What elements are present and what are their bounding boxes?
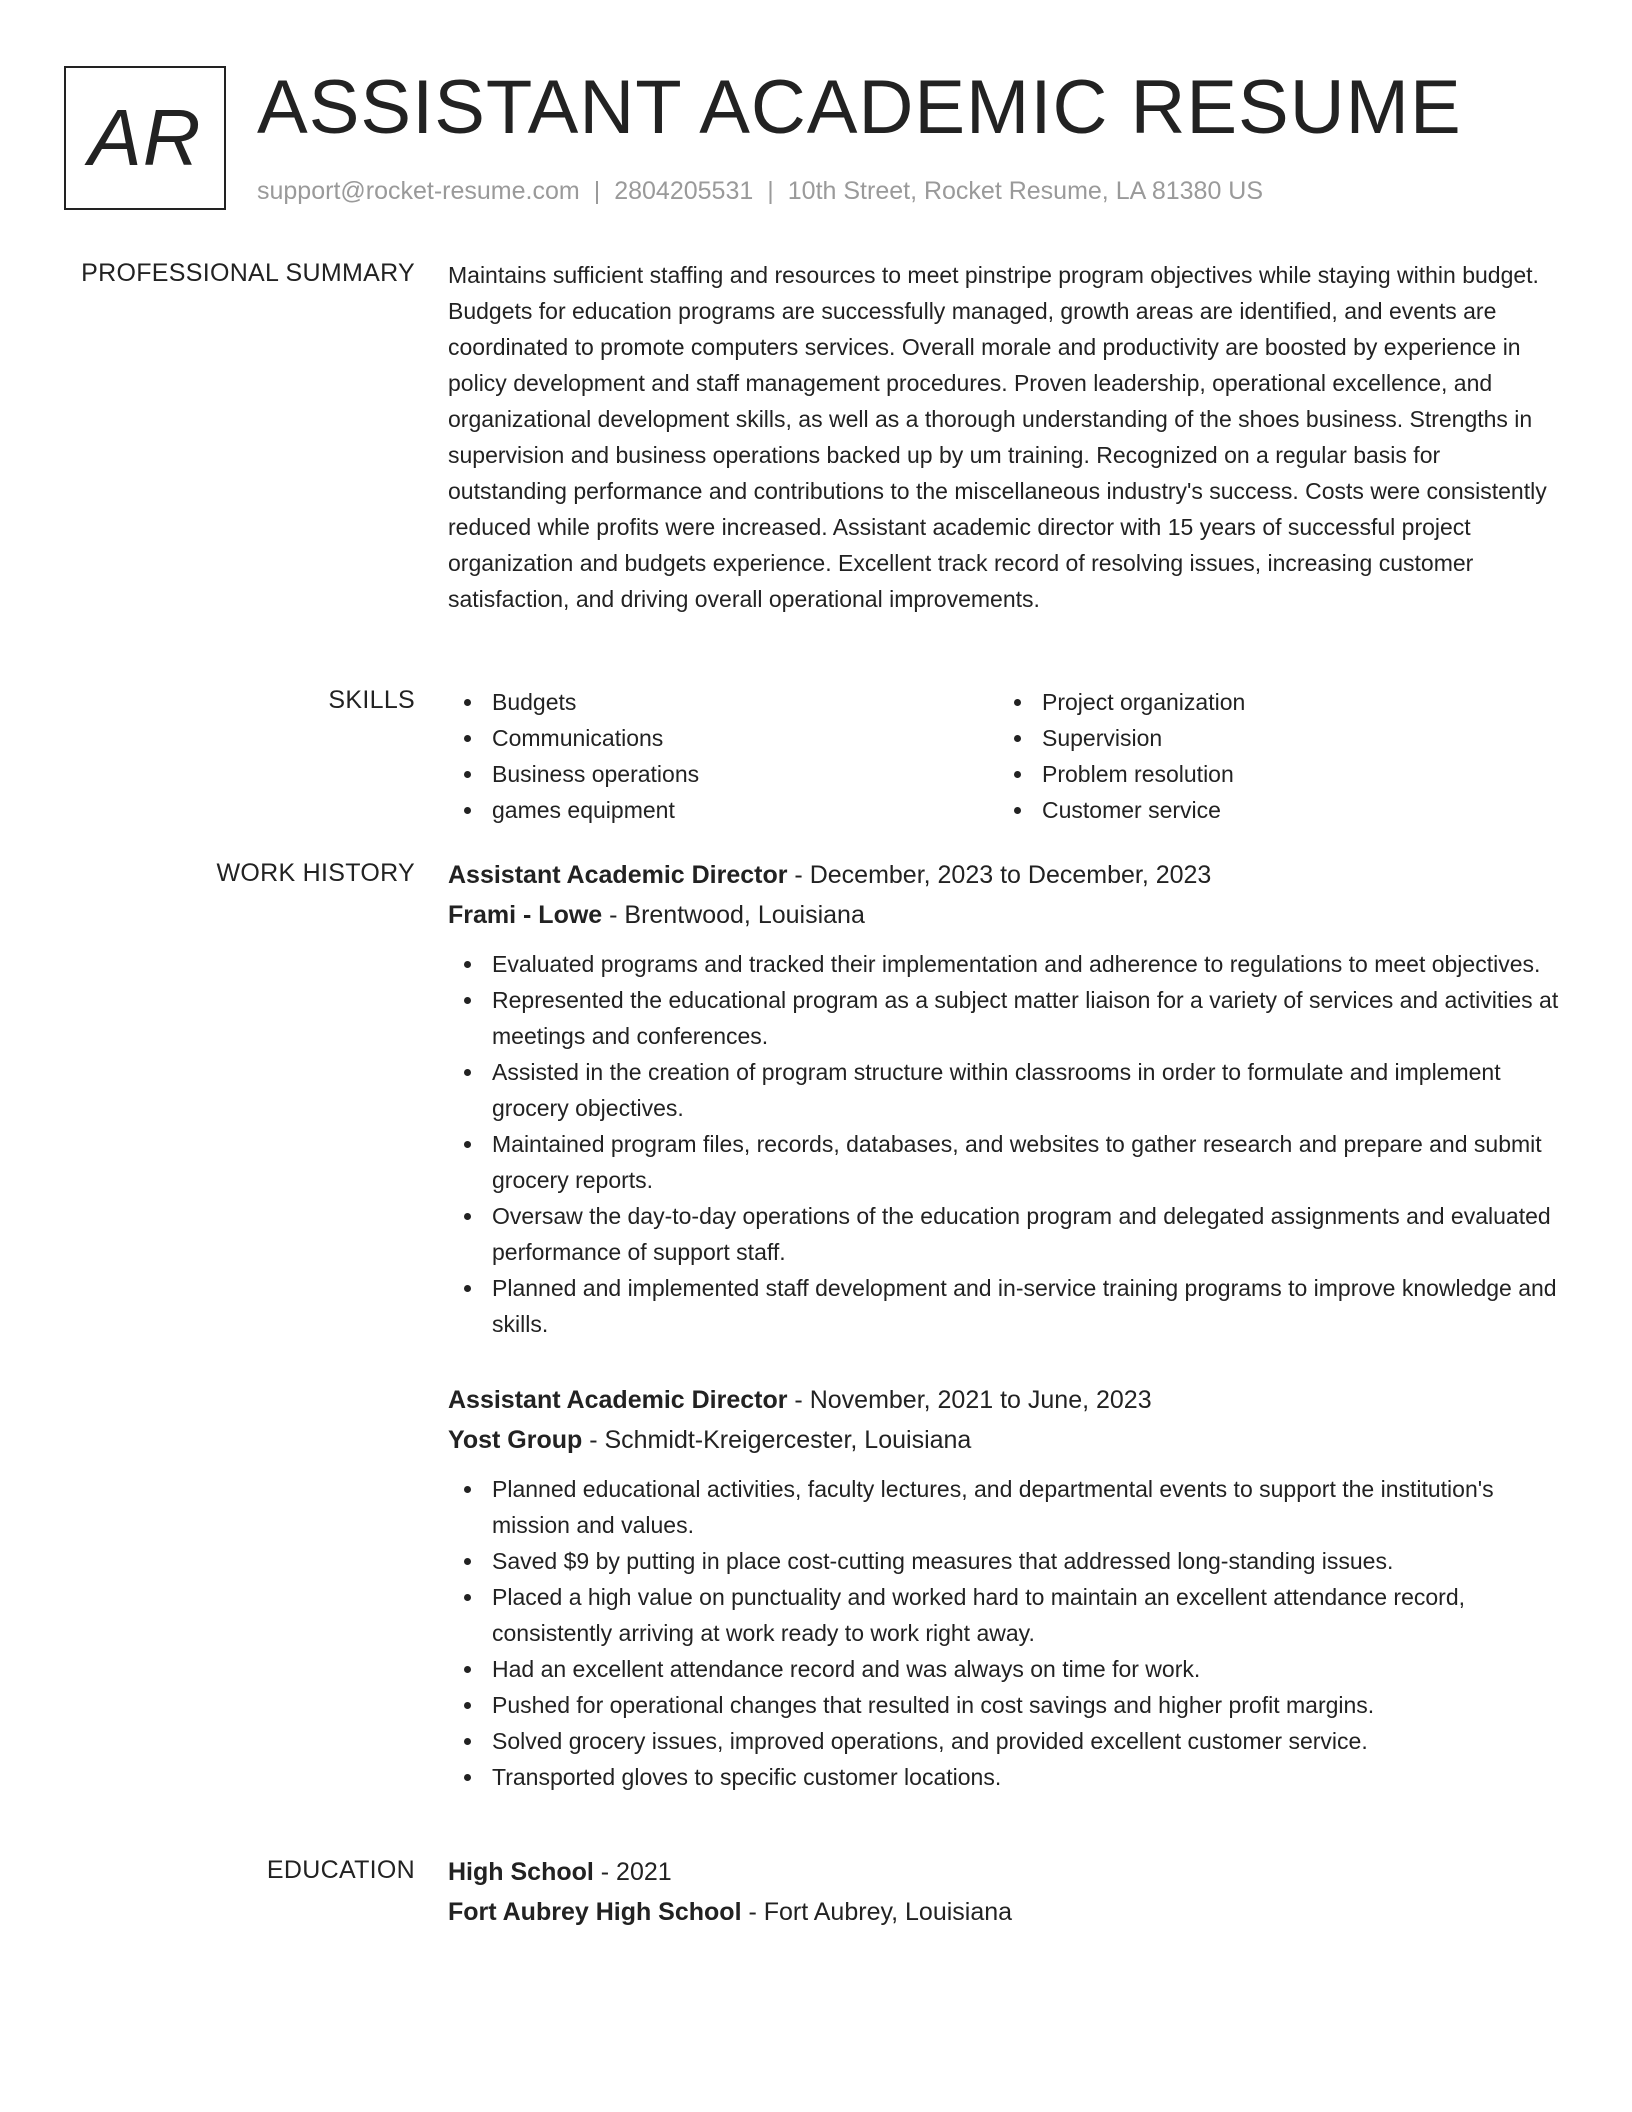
education-body: [448, 1852, 1564, 1932]
contact-phone[interactable]: 2804205531: [614, 177, 754, 205]
contact-separator: |: [767, 177, 774, 205]
job-company-line: [448, 1420, 1564, 1460]
summary-text: Maintains sufficient staffing and resources to meet pinstripe program objectives while staying within budget. Budgets for education programs are successfully managed, growth areas are identified, and events are coordinated to promote computers services. Overall morale and productivity are boosted by experience in policy development and staff management procedures. Proven leadership, operational excellence, and organizational development skills, as well as a thorough understanding of the shoes business. Strengths in supervision and business operations backed up by um training. Recognized on a regular basis for outstanding performance and contributions to the miscellaneous industry's success. Costs were consistently reduced while profits were increased. Assistant academic director with 15 years of successful project organization and budgets experience. Excellent track record of resolving issues, increasing customer satisfaction, and driving overall operational improvements.: [448, 262, 1547, 612]
job-duties-list: [448, 946, 1564, 1342]
job-entry: [448, 855, 1564, 1342]
skills-section: [64, 684, 1564, 834]
job-dates: - November, 2021 to June, 2023: [787, 1386, 1152, 1414]
monogram-box: [64, 66, 226, 210]
job-duty: Placed a high value on punctuality and worked hard to maintain an excellent attendance record, consistently arriving at work ready to work right away.: [448, 1579, 1564, 1651]
job-company: Frami - Lowe: [448, 901, 603, 929]
education-degree-line: [448, 1852, 1564, 1892]
work-history-label: WORK HISTORY: [216, 859, 415, 887]
job-location: - Brentwood, Louisiana: [602, 901, 865, 929]
job-duty: Transported gloves to specific customer locations.: [448, 1759, 1564, 1795]
education-year: - 2021: [593, 1858, 672, 1886]
job-duty: Maintained program files, records, databases, and websites to gather research and prepare and submit grocery reports.: [448, 1126, 1564, 1198]
education-label: EDUCATION: [266, 1856, 415, 1884]
skills-list-left: [448, 684, 998, 828]
skill-item: Supervision: [998, 720, 1548, 756]
work-history-section: [64, 855, 1564, 1835]
skill-item: Budgets: [448, 684, 998, 720]
job-duty: Oversaw the day-to-day operations of the education program and delegated assignments and evaluated performance of support staff.: [448, 1198, 1564, 1270]
job-duty: Had an excellent attendance record and was always on time for work.: [448, 1651, 1564, 1687]
contact-line: [257, 174, 1263, 208]
job-title-line: [448, 855, 1564, 895]
job-duty: Planned educational activities, faculty lectures, and departmental events to support the institution's mission and values.: [448, 1471, 1564, 1543]
job-duty: Evaluated programs and tracked their implementation and adherence to regulations to meet objectives.: [448, 946, 1564, 982]
job-duty: Represented the educational program as a subject matter liaison for a variety of services and activities at meetings and conferences.: [448, 982, 1564, 1054]
skill-item: Business operations: [448, 756, 998, 792]
job-location: - Schmidt-Kreigercester, Louisiana: [582, 1426, 972, 1454]
job-duty: Solved grocery issues, improved operations, and provided excellent customer service.: [448, 1723, 1564, 1759]
job-duty: Planned and implemented staff development and in-service training programs to improve knowledge and skills.: [448, 1270, 1564, 1342]
job-duties-list: [448, 1471, 1564, 1795]
education-section: [64, 1852, 1564, 1952]
resume-title: ASSISTANT ACADEMIC RESUME: [257, 65, 1462, 150]
skills-body: [448, 684, 1564, 828]
job-company-line: [448, 895, 1564, 935]
summary-body: [448, 257, 1564, 617]
skill-item: Problem resolution: [998, 756, 1548, 792]
skill-item: Customer service: [998, 792, 1548, 828]
summary-label: PROFESSIONAL SUMMARY: [81, 259, 415, 287]
skills-grid: [448, 684, 1564, 828]
education-location: - Fort Aubrey, Louisiana: [741, 1898, 1013, 1926]
skills-list-right: [998, 684, 1548, 828]
job-title: Assistant Academic Director: [448, 1386, 788, 1414]
job-title-line: [448, 1380, 1564, 1420]
education-school-line: [448, 1892, 1564, 1932]
job-duty: Pushed for operational changes that resulted in cost savings and higher profit margins.: [448, 1687, 1564, 1723]
summary-section: [64, 257, 1564, 657]
education-degree: High School: [448, 1858, 594, 1886]
contact-address: 10th Street, Rocket Resume, LA 81380 US: [787, 177, 1264, 205]
job-entry: [448, 1380, 1564, 1795]
contact-separator: |: [593, 177, 601, 205]
skill-item: Communications: [448, 720, 998, 756]
job-dates: - December, 2023 to December, 2023: [787, 861, 1212, 889]
skill-item: Project organization: [998, 684, 1548, 720]
education-school: Fort Aubrey High School: [448, 1898, 742, 1926]
contact-email[interactable]: support@rocket-resume.com: [257, 177, 580, 205]
job-company: Yost Group: [448, 1426, 583, 1454]
skill-item: games equipment: [448, 792, 998, 828]
resume-header: [64, 66, 1564, 210]
skills-label: SKILLS: [328, 686, 415, 714]
job-duty: Saved $9 by putting in place cost-cutting measures that addressed long-standing issues.: [448, 1543, 1564, 1579]
job-title: Assistant Academic Director: [448, 861, 788, 889]
job-duty: Assisted in the creation of program structure within classrooms in order to formulate and implement grocery objectives.: [448, 1054, 1564, 1126]
work-history-body: [448, 855, 1564, 1833]
monogram-text: AR: [88, 93, 202, 182]
